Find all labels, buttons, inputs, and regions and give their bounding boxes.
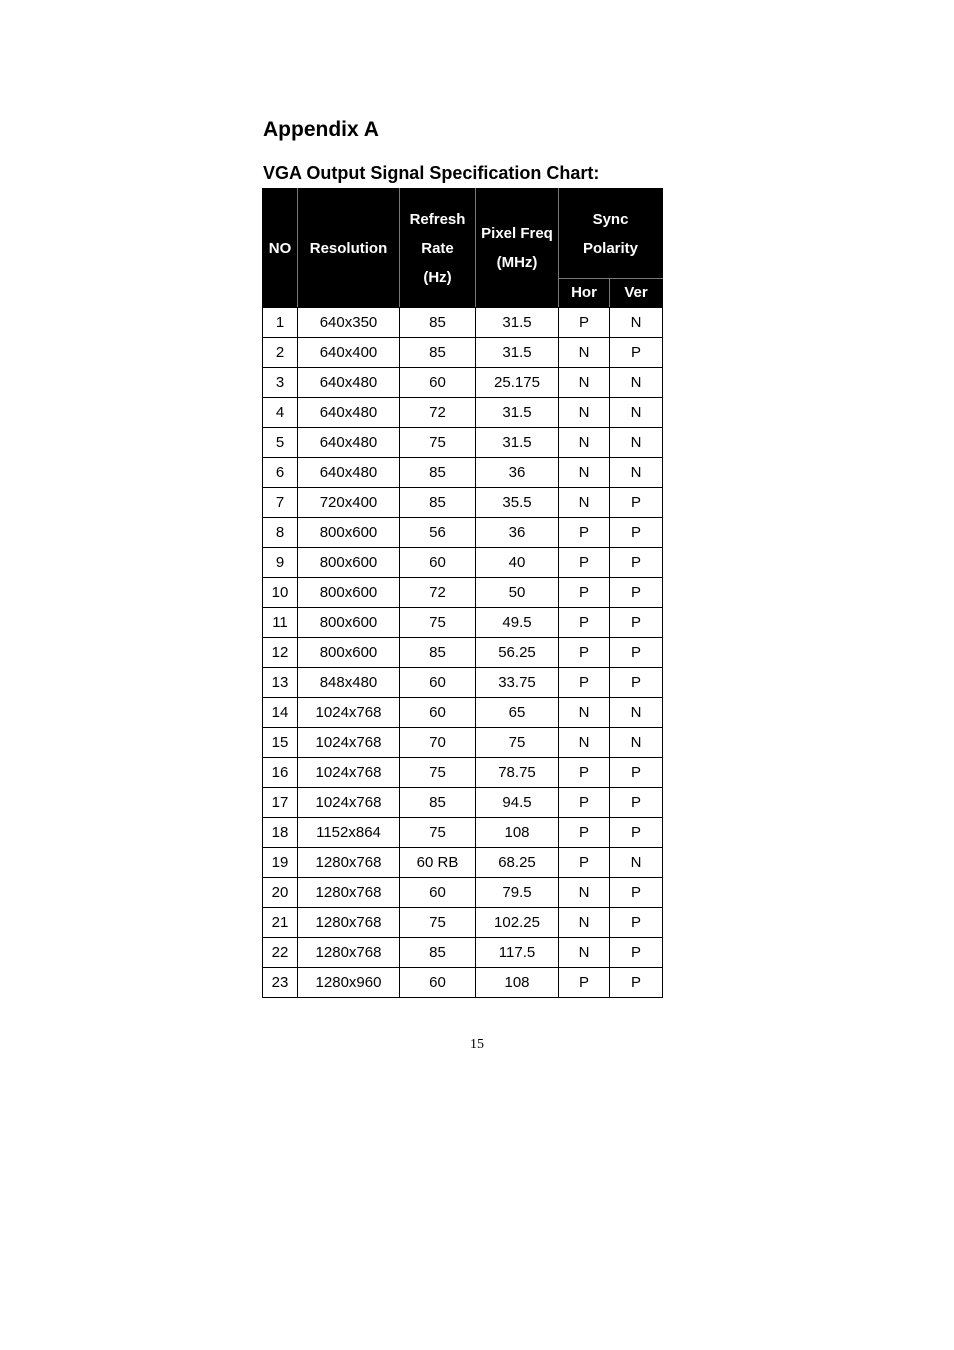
- table-row: [263, 608, 663, 638]
- refresh-rate-cell: 72: [400, 578, 476, 608]
- table-row: [263, 758, 663, 788]
- ver-polarity-cell: P: [610, 608, 663, 638]
- header-pixel-line-2: (MHz): [496, 254, 538, 271]
- hor-polarity-cell: P: [559, 668, 610, 698]
- no-cell: 10: [263, 578, 298, 608]
- pixel-freq-cell: 40: [476, 548, 559, 578]
- no-cell: 21: [263, 908, 298, 938]
- ver-polarity-cell: N: [610, 398, 663, 428]
- table-row: [263, 728, 663, 758]
- no-cell: 13: [263, 668, 298, 698]
- ver-polarity-cell: P: [610, 758, 663, 788]
- no-cell: 12: [263, 638, 298, 668]
- no-cell: 5: [263, 428, 298, 458]
- ver-polarity-cell: P: [610, 788, 663, 818]
- refresh-rate-cell: 75: [400, 428, 476, 458]
- refresh-rate-cell: 75: [400, 758, 476, 788]
- table-row: [263, 788, 663, 818]
- table-row: [263, 818, 663, 848]
- header-refresh-rate: [400, 189, 476, 308]
- hor-polarity-cell: P: [559, 818, 610, 848]
- pixel-freq-cell: 94.5: [476, 788, 559, 818]
- no-cell: 18: [263, 818, 298, 848]
- resolution-cell: 1024x768: [298, 728, 400, 758]
- resolution-cell: 1280x768: [298, 908, 400, 938]
- resolution-cell: 800x600: [298, 518, 400, 548]
- resolution-cell: 1024x768: [298, 788, 400, 818]
- hor-polarity-cell: P: [559, 758, 610, 788]
- hor-polarity-cell: N: [559, 908, 610, 938]
- resolution-cell: 1024x768: [298, 698, 400, 728]
- resolution-cell: 720x400: [298, 488, 400, 518]
- ver-polarity-cell: P: [610, 668, 663, 698]
- refresh-rate-cell: 85: [400, 338, 476, 368]
- table-row: [263, 518, 663, 548]
- header-sync-line-2: Polarity: [582, 239, 639, 257]
- no-cell: 23: [263, 968, 298, 998]
- table-row: [263, 398, 663, 428]
- hor-polarity-cell: P: [559, 608, 610, 638]
- ver-polarity-cell: P: [610, 968, 663, 998]
- refresh-rate-cell: 75: [400, 818, 476, 848]
- hor-polarity-cell: P: [559, 788, 610, 818]
- header-refresh-line-2: Rate: [421, 239, 454, 257]
- no-cell: 15: [263, 728, 298, 758]
- hor-polarity-cell: N: [559, 728, 610, 758]
- header-pixel-line-1: Pixel Freq: [481, 225, 553, 242]
- header-sync-polarity: [559, 189, 663, 279]
- pixel-freq-cell: 117.5: [476, 938, 559, 968]
- refresh-rate-cell: 72: [400, 398, 476, 428]
- pixel-freq-cell: 78.75: [476, 758, 559, 788]
- refresh-rate-cell: 60: [400, 668, 476, 698]
- hor-polarity-cell: P: [559, 638, 610, 668]
- page-title: Appendix A: [263, 118, 379, 141]
- resolution-cell: 1280x768: [298, 878, 400, 908]
- hor-polarity-cell: N: [559, 698, 610, 728]
- refresh-rate-cell: 60: [400, 878, 476, 908]
- pixel-freq-cell: 25.175: [476, 368, 559, 398]
- pixel-freq-cell: 75: [476, 728, 559, 758]
- pixel-freq-cell: 50: [476, 578, 559, 608]
- resolution-cell: 640x350: [298, 308, 400, 338]
- refresh-rate-cell: 75: [400, 908, 476, 938]
- table-row: [263, 908, 663, 938]
- table-row: [263, 308, 663, 338]
- ver-polarity-cell: P: [610, 908, 663, 938]
- ver-polarity-cell: N: [610, 458, 663, 488]
- header-resolution: Resolution: [298, 189, 400, 308]
- refresh-rate-cell: 75: [400, 608, 476, 638]
- ver-polarity-cell: N: [610, 308, 663, 338]
- hor-polarity-cell: N: [559, 368, 610, 398]
- resolution-cell: 800x600: [298, 578, 400, 608]
- table-row: [263, 668, 663, 698]
- table-row: [263, 698, 663, 728]
- refresh-rate-cell: 60 RB: [400, 848, 476, 878]
- no-cell: 8: [263, 518, 298, 548]
- refresh-rate-cell: 60: [400, 548, 476, 578]
- hor-polarity-cell: N: [559, 338, 610, 368]
- no-cell: 17: [263, 788, 298, 818]
- table-row: [263, 338, 663, 368]
- ver-polarity-cell: P: [610, 638, 663, 668]
- hor-polarity-cell: N: [559, 398, 610, 428]
- page-number: 15: [470, 1037, 484, 1052]
- pixel-freq-cell: 108: [476, 968, 559, 998]
- header-pixel-freq: [476, 189, 559, 308]
- pixel-freq-cell: 31.5: [476, 308, 559, 338]
- chart-title: VGA Output Signal Specification Chart:: [263, 163, 600, 183]
- pixel-freq-cell: 102.25: [476, 908, 559, 938]
- resolution-cell: 640x480: [298, 428, 400, 458]
- resolution-cell: 800x600: [298, 638, 400, 668]
- no-cell: 4: [263, 398, 298, 428]
- refresh-rate-cell: 60: [400, 698, 476, 728]
- header-no: NO: [263, 189, 298, 308]
- header-hor: Hor: [559, 279, 610, 308]
- resolution-cell: 1280x768: [298, 848, 400, 878]
- table-row: [263, 938, 663, 968]
- ver-polarity-cell: P: [610, 338, 663, 368]
- resolution-cell: 1152x864: [298, 818, 400, 848]
- resolution-cell: 640x480: [298, 458, 400, 488]
- pixel-freq-cell: 68.25: [476, 848, 559, 878]
- hor-polarity-cell: N: [559, 488, 610, 518]
- resolution-cell: 1280x960: [298, 968, 400, 998]
- resolution-cell: 1024x768: [298, 758, 400, 788]
- resolution-cell: 800x600: [298, 608, 400, 638]
- no-cell: 16: [263, 758, 298, 788]
- ver-polarity-cell: P: [610, 878, 663, 908]
- pixel-freq-cell: 31.5: [476, 398, 559, 428]
- table-row: [263, 368, 663, 398]
- no-cell: 22: [263, 938, 298, 968]
- pixel-freq-cell: 56.25: [476, 638, 559, 668]
- resolution-cell: 640x400: [298, 338, 400, 368]
- ver-polarity-cell: P: [610, 548, 663, 578]
- table-row: [263, 578, 663, 608]
- hor-polarity-cell: P: [559, 308, 610, 338]
- hor-polarity-cell: N: [559, 428, 610, 458]
- refresh-rate-cell: 60: [400, 968, 476, 998]
- pixel-freq-cell: 108: [476, 818, 559, 848]
- resolution-cell: 848x480: [298, 668, 400, 698]
- resolution-cell: 1280x768: [298, 938, 400, 968]
- no-cell: 19: [263, 848, 298, 878]
- refresh-rate-cell: 85: [400, 788, 476, 818]
- vga-spec-table: [262, 188, 663, 998]
- ver-polarity-cell: N: [610, 698, 663, 728]
- hor-polarity-cell: P: [559, 578, 610, 608]
- refresh-rate-cell: 85: [400, 638, 476, 668]
- hor-polarity-cell: P: [559, 518, 610, 548]
- header-refresh-line-1: Refresh: [409, 210, 466, 228]
- refresh-rate-cell: 85: [400, 938, 476, 968]
- ver-polarity-cell: P: [610, 938, 663, 968]
- resolution-cell: 800x600: [298, 548, 400, 578]
- no-cell: 1: [263, 308, 298, 338]
- pixel-freq-cell: 36: [476, 518, 559, 548]
- table-row: [263, 548, 663, 578]
- pixel-freq-cell: 49.5: [476, 608, 559, 638]
- ver-polarity-cell: N: [610, 848, 663, 878]
- pixel-freq-cell: 79.5: [476, 878, 559, 908]
- hor-polarity-cell: N: [559, 458, 610, 488]
- ver-polarity-cell: N: [610, 428, 663, 458]
- pixel-freq-cell: 35.5: [476, 488, 559, 518]
- header-ver: Ver: [610, 279, 663, 308]
- table-row: [263, 488, 663, 518]
- no-cell: 20: [263, 878, 298, 908]
- table-row: [263, 968, 663, 998]
- refresh-rate-cell: 85: [400, 308, 476, 338]
- no-cell: 6: [263, 458, 298, 488]
- refresh-rate-cell: 85: [400, 458, 476, 488]
- pixel-freq-cell: 65: [476, 698, 559, 728]
- hor-polarity-cell: P: [559, 968, 610, 998]
- table-row: [263, 878, 663, 908]
- refresh-rate-cell: 85: [400, 488, 476, 518]
- ver-polarity-cell: P: [610, 488, 663, 518]
- no-cell: 9: [263, 548, 298, 578]
- refresh-rate-cell: 56: [400, 518, 476, 548]
- table-row: [263, 638, 663, 668]
- refresh-rate-cell: 70: [400, 728, 476, 758]
- refresh-rate-cell: 60: [400, 368, 476, 398]
- pixel-freq-cell: 31.5: [476, 338, 559, 368]
- ver-polarity-cell: P: [610, 818, 663, 848]
- pixel-freq-cell: 33.75: [476, 668, 559, 698]
- table-row: [263, 428, 663, 458]
- hor-polarity-cell: N: [559, 938, 610, 968]
- no-cell: 11: [263, 608, 298, 638]
- ver-polarity-cell: N: [610, 728, 663, 758]
- header-sync-line-1: Sync: [592, 210, 629, 228]
- hor-polarity-cell: N: [559, 878, 610, 908]
- table-row: [263, 458, 663, 488]
- ver-polarity-cell: P: [610, 518, 663, 548]
- resolution-cell: 640x480: [298, 398, 400, 428]
- no-cell: 2: [263, 338, 298, 368]
- table-row: [263, 848, 663, 878]
- pixel-freq-cell: 36: [476, 458, 559, 488]
- hor-polarity-cell: P: [559, 848, 610, 878]
- table-body: [263, 308, 663, 998]
- no-cell: 3: [263, 368, 298, 398]
- hor-polarity-cell: P: [559, 548, 610, 578]
- no-cell: 14: [263, 698, 298, 728]
- resolution-cell: 640x480: [298, 368, 400, 398]
- header-refresh-line-3: (Hz): [423, 268, 452, 286]
- ver-polarity-cell: P: [610, 578, 663, 608]
- no-cell: 7: [263, 488, 298, 518]
- table-header: [263, 189, 663, 308]
- ver-polarity-cell: N: [610, 368, 663, 398]
- pixel-freq-cell: 31.5: [476, 428, 559, 458]
